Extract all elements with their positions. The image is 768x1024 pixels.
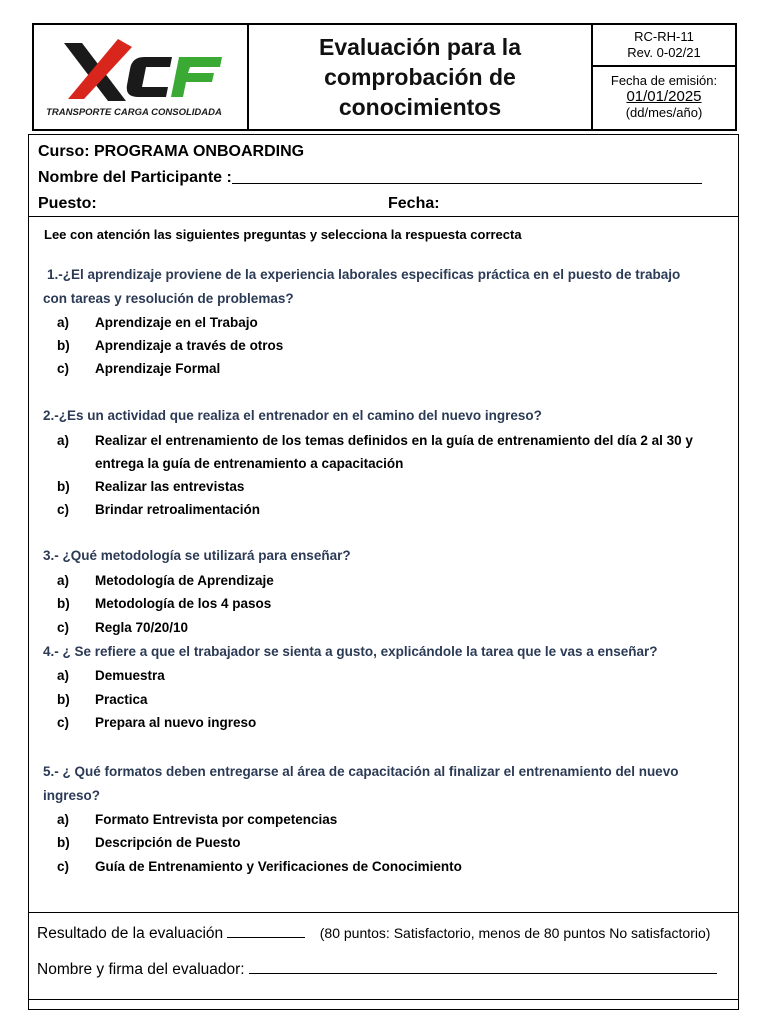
xcf-logo-icon bbox=[34, 25, 243, 129]
question-1: 1.-¿El aprendizaje proviene de la experiencia laborales especificas práctica en el puesto de trabajo con tareas y resolución de problemas? bbox=[43, 267, 681, 306]
evaluation-form bbox=[28, 134, 739, 1010]
document-meta bbox=[593, 25, 735, 129]
issue-date-label: Fecha de emisión: bbox=[610, 73, 718, 88]
q1-option-c[interactable]: c) Aprendizaje Formal bbox=[57, 361, 221, 376]
title-line-3: conocimientos bbox=[338, 94, 502, 120]
instructions: Lee con atención las siguientes preguntas y selecciona la respuesta correcta bbox=[44, 227, 522, 242]
q2-option-b[interactable]: b) Realizar las entrevistas bbox=[57, 479, 245, 494]
q2-option-c[interactable]: c) Brindar retroalimentación bbox=[57, 502, 261, 517]
position-label: Puesto: bbox=[38, 195, 97, 212]
document-header bbox=[32, 23, 737, 131]
result-label: Resultado de la evaluación bbox=[37, 925, 224, 942]
evaluator-signature-label: Nombre y firma del evaluador: bbox=[37, 961, 245, 978]
q4-option-a[interactable]: a) Demuestra bbox=[57, 668, 165, 683]
result-field[interactable] bbox=[227, 923, 305, 938]
result-note: (80 puntos: Satisfactorio, menos de 80 puntos No satisfactorio) bbox=[319, 925, 711, 941]
question-5: 5.- ¿ Qué formatos deben entregarse al área de capacitación al finalizar el entrenamiento del nuevo ingreso? bbox=[43, 764, 679, 803]
document-title bbox=[249, 25, 593, 129]
question-4: 4.- ¿ Se refiere a que el trabajador se sienta a gusto, explicándole la tarea que le vas a enseñar? bbox=[43, 644, 658, 659]
logo-tagline: TRANSPORTE CARGA CONSOLIDADA bbox=[46, 107, 222, 118]
date-format-hint: (dd/mes/año) bbox=[625, 105, 703, 120]
company-logo bbox=[34, 25, 249, 129]
q5-option-c[interactable]: c) Guía de Entrenamiento y Verificaciones de Conocimiento bbox=[57, 859, 462, 874]
document-revision: Rev. 0-02/21 bbox=[627, 45, 701, 60]
q5-option-a[interactable]: a) Formato Entrevista por competencias bbox=[57, 812, 338, 827]
q3-option-a[interactable]: a) Metodología de Aprendizaje bbox=[57, 573, 274, 588]
result-row bbox=[37, 923, 710, 943]
title-line-2: comprobación de bbox=[324, 64, 516, 90]
q3-option-c[interactable]: c) Regla 70/20/10 bbox=[57, 620, 189, 635]
q5-option-b[interactable]: b) Descripción de Puesto bbox=[57, 835, 241, 850]
q2-option-a[interactable]: a) Realizar el entrenamiento de los temas definidos en la guía de entrenamiento del día 2 al 30 y entrega la guía de entrenamiento a capacitación bbox=[57, 433, 693, 471]
participant-name-label: Nombre del Participante : bbox=[38, 169, 232, 186]
q1-option-b[interactable]: b) Aprendizaje a través de otros bbox=[57, 338, 284, 353]
signature-row bbox=[37, 959, 717, 979]
footer-divider-top bbox=[29, 912, 738, 913]
evaluator-signature-field[interactable] bbox=[249, 959, 717, 974]
document-code: RC-RH-11 bbox=[634, 29, 694, 44]
question-3: 3.- ¿Qué metodología se utilizará para enseñar? bbox=[43, 548, 351, 563]
question-2: 2.-¿Es un actividad que realiza el entrenador en el camino del nuevo ingreso? bbox=[43, 408, 542, 423]
q3-option-b[interactable]: b) Metodología de los 4 pasos bbox=[57, 596, 272, 611]
q4-option-b[interactable]: b) Practica bbox=[57, 692, 148, 707]
participant-info bbox=[29, 135, 738, 217]
q4-option-c[interactable]: c) Prepara al nuevo ingreso bbox=[57, 715, 257, 730]
date-label: Fecha: bbox=[388, 195, 440, 212]
q1-option-a[interactable]: a) Aprendizaje en el Trabajo bbox=[57, 315, 258, 330]
course-name: Curso: PROGRAMA ONBOARDING bbox=[38, 143, 305, 160]
footer-divider-bottom bbox=[29, 999, 738, 1000]
issue-date: 01/01/2025 bbox=[626, 88, 702, 105]
participant-name-field[interactable] bbox=[232, 165, 702, 184]
title-line-1: Evaluación para la bbox=[319, 34, 521, 60]
